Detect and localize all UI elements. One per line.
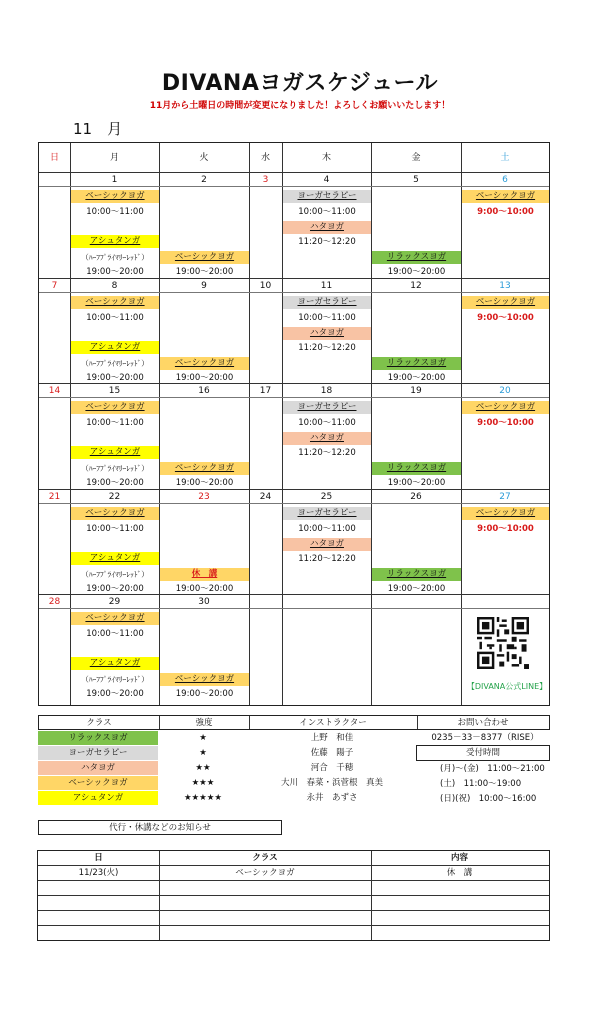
class-basic-text: ベーシックヨガ <box>475 402 536 412</box>
class-relax-text: リラックスヨガ <box>386 358 447 368</box>
class-basic <box>71 401 159 414</box>
class-basic <box>71 507 159 520</box>
class-hatha-text: ハタヨガ <box>309 222 344 232</box>
ashtanga-note: （ﾊｰﾌﾌﾟﾗｲﾏﾘｰﾚｯﾄﾞ） <box>81 253 149 262</box>
legend-intensity: ★ <box>199 733 207 743</box>
day-number: 27 <box>499 492 511 502</box>
day-number: 19 <box>410 386 422 396</box>
class-time: 10:00～11:00 <box>86 207 144 217</box>
class-ashtanga <box>71 341 159 354</box>
day-number: 8 <box>111 281 118 291</box>
weekday-fri: 金 <box>411 153 421 163</box>
class-time: 9:00～10:00 <box>477 313 534 323</box>
notice-row-day: 11/23(火) <box>78 868 119 878</box>
day-number: 1 <box>111 175 118 185</box>
class-time: 10:00～11:00 <box>86 629 144 639</box>
class-basic-text: ベーシックヨガ <box>85 402 145 412</box>
class-relax <box>372 251 461 264</box>
class-time: 19:00～20:00 <box>387 267 446 277</box>
legend-intensity: ★★★ <box>191 778 215 788</box>
notice-row-content: 休 講 <box>446 868 473 878</box>
class-time: 19:00～20:00 <box>86 373 144 383</box>
class-time: 10:00～11:00 <box>86 418 144 428</box>
legend-class: リラックスヨガ <box>38 731 158 745</box>
legend-header-contact: お問い合わせ <box>457 718 509 728</box>
class-basic-text: ベーシックヨガ <box>85 613 145 623</box>
legend-class: ハタヨガ <box>38 761 158 775</box>
class-relax-text: リラックスヨガ <box>386 252 447 262</box>
day-number: 20 <box>499 386 511 396</box>
class-relax <box>372 357 461 370</box>
class-basic <box>71 190 159 203</box>
class-time: 9:00～10:00 <box>477 524 534 534</box>
legend-intensity: ★★★★★ <box>183 793 223 803</box>
legend-class: アシュタンガ <box>38 791 158 805</box>
hours-sunday-holiday: (日)(祝) 10:00～16:00 <box>440 794 537 804</box>
class-time: 9:00～10:00 <box>477 207 534 217</box>
day-number: 25 <box>320 492 333 502</box>
class-basic-text: ベーシックヨガ <box>85 191 145 201</box>
hours-saturday: (土) 11:00～19:00 <box>440 779 522 789</box>
class-ashtanga-text: アシュタンガ <box>89 447 141 457</box>
day-number: 21 <box>48 492 61 502</box>
legend-header-class: クラス <box>86 718 112 728</box>
day-number <box>461 595 549 609</box>
class-therapy-text: ヨーガセラピー <box>297 508 357 518</box>
day-number: 28 <box>48 597 61 607</box>
day-number: 26 <box>410 492 422 502</box>
class-basic <box>160 673 249 686</box>
legend-instructor: 上野 和佳 <box>310 733 354 743</box>
class-time: 10:00～11:00 <box>298 418 356 428</box>
day-number: 23 <box>198 492 210 502</box>
class-basic-text: ベーシックヨガ <box>85 297 145 307</box>
class-hatha <box>283 327 371 340</box>
class-holiday <box>160 568 249 581</box>
class-time: 10:00～11:00 <box>298 313 356 323</box>
class-relax <box>372 462 461 475</box>
legend-instructor: 佐藤 陽子 <box>310 748 354 758</box>
class-time: 19:00～20:00 <box>175 584 234 594</box>
line-qr-code[interactable] <box>477 617 529 669</box>
class-time: 10:00～11:00 <box>86 313 144 323</box>
class-time: 10:00～11:00 <box>298 207 356 217</box>
class-basic <box>160 462 249 475</box>
class-relax-text: リラックスヨガ <box>386 569 447 579</box>
class-time: 9:00～10:00 <box>477 418 534 428</box>
day-number: 10 <box>259 281 272 291</box>
class-ashtanga <box>71 235 159 248</box>
class-basic-text: ベーシックヨガ <box>174 358 235 368</box>
class-therapy <box>283 190 371 203</box>
day-number: 30 <box>198 597 210 607</box>
day-number <box>39 173 70 187</box>
weekday-thu: 木 <box>321 153 331 163</box>
hours-weekday: (月)～(金) 11:00～21:00 <box>440 764 545 774</box>
weekday-wed: 水 <box>260 153 270 163</box>
class-time: 10:00～11:00 <box>86 524 144 534</box>
class-basic <box>71 612 159 625</box>
notice-table <box>37 850 550 941</box>
legend-instructor: 永井 あずさ <box>306 793 358 803</box>
notice-header-class: クラス <box>252 853 278 863</box>
class-basic-text: ベーシックヨガ <box>174 463 235 473</box>
substitution-notice-title-box <box>38 820 282 835</box>
class-basic-text: ベーシックヨガ <box>174 674 235 684</box>
ashtanga-note: （ﾊｰﾌﾌﾟﾗｲﾏﾘｰﾚｯﾄﾞ） <box>81 675 149 684</box>
class-ashtanga-text: アシュタンガ <box>89 553 141 563</box>
page-title: DIVANAヨガスケジュール <box>161 71 439 96</box>
class-therapy-text: ヨーガセラピー <box>297 191 357 201</box>
class-therapy <box>283 401 371 414</box>
legend-class: ベーシックヨガ <box>38 776 158 790</box>
day-number: 29 <box>108 597 121 607</box>
class-basic <box>462 296 549 309</box>
class-ashtanga-text: アシュタンガ <box>89 342 141 352</box>
class-time: 19:00～20:00 <box>175 689 234 699</box>
day-number: 4 <box>323 175 330 185</box>
class-time: 11:20～12:20 <box>298 554 356 564</box>
reception-hours-box <box>416 745 550 761</box>
class-therapy-text: ヨーガセラピー <box>297 402 357 412</box>
notice-row-class: ベーシックヨガ <box>235 868 295 878</box>
day-number: 6 <box>502 175 508 185</box>
class-time: 19:00～20:00 <box>86 584 144 594</box>
class-time: 10:00～11:00 <box>298 524 356 534</box>
day-number <box>282 595 371 609</box>
class-therapy <box>283 296 371 309</box>
class-time: 11:20～12:20 <box>298 448 356 458</box>
legend-intensity: ★★ <box>195 763 211 773</box>
day-number <box>371 595 461 609</box>
class-time: 19:00～20:00 <box>175 267 234 277</box>
class-time: 19:00～20:00 <box>86 689 144 699</box>
weekday-sat: 土 <box>500 153 510 163</box>
day-number: 18 <box>320 386 333 396</box>
day-number: 16 <box>198 386 210 396</box>
class-relax <box>372 568 461 581</box>
calendar-grid <box>38 142 550 706</box>
class-basic-text: ベーシックヨガ <box>475 508 536 518</box>
class-basic <box>462 401 549 414</box>
reception-hours-title: 受付時間 <box>465 748 500 758</box>
class-hatha-text: ハタヨガ <box>309 433 344 443</box>
contact-phone: 0235－33－8377（RISE） <box>431 733 539 743</box>
class-ashtanga <box>71 446 159 459</box>
class-basic <box>462 190 549 203</box>
ashtanga-note: （ﾊｰﾌﾌﾟﾗｲﾏﾘｰﾚｯﾄﾞ） <box>81 359 149 368</box>
line-qr-caption: 【DIVANA公式LINE】 <box>466 682 548 691</box>
ashtanga-note: （ﾊｰﾌﾌﾟﾗｲﾏﾘｰﾚｯﾄﾞ） <box>81 570 149 579</box>
day-number: 17 <box>259 386 272 396</box>
class-time: 19:00～20:00 <box>387 584 446 594</box>
month-label: 11 月 <box>73 120 123 138</box>
class-time: 19:00～20:00 <box>86 478 144 488</box>
class-time: 19:00～20:00 <box>86 267 144 277</box>
class-basic <box>160 251 249 264</box>
legend-header-instructor: インストラクター <box>299 718 367 728</box>
day-number: 7 <box>51 281 58 291</box>
schedule-change-notice: 11月から土曜日の時間が変更になりました！よろしくお願いいたします！ <box>149 101 451 111</box>
reception-hours-list <box>440 762 545 807</box>
class-relax-text: リラックスヨガ <box>386 463 447 473</box>
legend-class: ヨーガセラピー <box>38 746 158 760</box>
class-ashtanga <box>71 657 159 670</box>
substitution-notice-title: 代行・休講などのお知らせ <box>109 823 211 833</box>
day-number: 13 <box>499 281 511 291</box>
class-therapy-text: ヨーガセラピー <box>297 297 357 307</box>
class-basic <box>160 357 249 370</box>
day-number: 12 <box>410 281 422 291</box>
class-ashtanga <box>71 552 159 565</box>
day-number <box>249 595 282 609</box>
class-hatha-text: ハタヨガ <box>309 539 344 549</box>
legend-header-row <box>38 715 550 730</box>
day-number: 5 <box>413 175 419 185</box>
class-therapy <box>283 507 371 520</box>
weekday-tue: 火 <box>199 153 209 163</box>
weekday-mon: 月 <box>109 153 119 163</box>
legend-instructor: 河合 千穂 <box>310 763 354 773</box>
weekday-sun: 日 <box>49 153 59 163</box>
class-basic-text: ベーシックヨガ <box>174 252 235 262</box>
legend-instructor: 大川 春菜・浜菅根 真美 <box>280 778 383 788</box>
class-time: 11:20～12:20 <box>298 343 356 353</box>
day-number: 14 <box>48 386 61 396</box>
class-time: 19:00～20:00 <box>175 373 234 383</box>
class-time: 19:00～20:00 <box>175 478 234 488</box>
day-number: 9 <box>201 281 207 291</box>
legend-intensity: ★ <box>199 748 207 758</box>
class-basic-text: ベーシックヨガ <box>475 191 536 201</box>
day-number: 3 <box>262 175 269 185</box>
class-time: 19:00～20:00 <box>387 373 446 383</box>
class-holiday-text: 休 講 <box>191 569 218 579</box>
class-basic <box>71 296 159 309</box>
class-basic <box>462 507 549 520</box>
class-hatha <box>283 432 371 445</box>
notice-header-day: 日 <box>94 853 103 863</box>
ashtanga-note: （ﾊｰﾌﾌﾟﾗｲﾏﾘｰﾚｯﾄﾞ） <box>81 464 149 473</box>
day-number: 15 <box>108 386 121 396</box>
class-basic-text: ベーシックヨガ <box>475 297 536 307</box>
day-number: 2 <box>201 175 207 185</box>
class-hatha <box>283 538 371 551</box>
class-ashtanga-text: アシュタンガ <box>89 658 141 668</box>
class-basic-text: ベーシックヨガ <box>85 508 145 518</box>
class-hatha <box>283 221 371 234</box>
class-time: 19:00～20:00 <box>387 478 446 488</box>
class-hatha-text: ハタヨガ <box>309 328 344 338</box>
day-number: 22 <box>108 492 121 502</box>
day-number: 11 <box>320 281 333 291</box>
day-number: 24 <box>259 492 272 502</box>
class-time: 11:20～12:20 <box>298 237 356 247</box>
legend-header-intensity: 強度 <box>195 718 213 728</box>
class-ashtanga-text: アシュタンガ <box>89 236 141 246</box>
notice-header-content: 内容 <box>450 853 468 863</box>
